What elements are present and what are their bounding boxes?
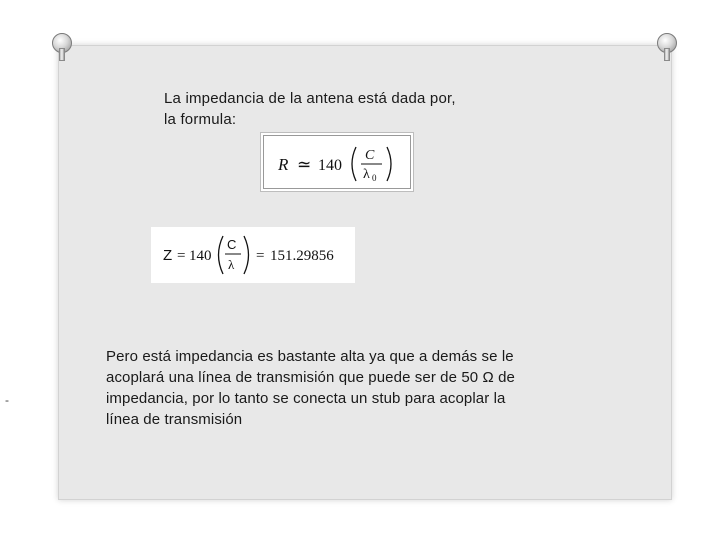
thumbtack-icon-right xyxy=(657,33,677,61)
body-line-3: impedancia, por lo tanto se conecta un stub para acoplar la xyxy=(106,390,506,407)
formula-r-subscript: 0 xyxy=(372,173,377,183)
formula-z-equals: = xyxy=(177,248,186,264)
intro-line-1: La impedancia de la antena está dada por, xyxy=(164,90,456,107)
intro-line-2: la formula: xyxy=(164,111,237,128)
body-line-4: línea de transmisión xyxy=(106,411,243,428)
formula-r-approx: ≃ xyxy=(297,155,312,174)
formula-z-left-paren xyxy=(219,236,224,274)
thumbtack-icon-left xyxy=(52,33,72,61)
formula-z-equals-2: = xyxy=(256,248,265,264)
formula-r-image xyxy=(260,132,414,192)
formula-r-lhs: R xyxy=(278,155,289,174)
formula-z-coef: 140 xyxy=(189,248,212,264)
body-line-1: Pero está impedancia es bastante alta ya que a demás se le xyxy=(106,348,514,365)
body-paragraph xyxy=(106,346,626,430)
intro-text xyxy=(164,88,456,130)
formula-z-right-paren xyxy=(244,236,249,274)
formula-z-denominator: λ xyxy=(228,257,235,272)
formula-r-numerator: C xyxy=(365,148,375,163)
body-line-2: acoplará una línea de transmisión que puede ser de 50 Ω de xyxy=(106,369,515,386)
formula-z-numerator: C xyxy=(227,237,237,252)
formula-z-image xyxy=(151,227,355,283)
formula-r-right-paren xyxy=(387,147,391,181)
formula-r-denominator: λ xyxy=(363,167,370,182)
formula-z-result: 151.29856 xyxy=(270,248,334,264)
stray-mark: - xyxy=(5,393,9,407)
formula-z-lhs: Z xyxy=(163,247,173,264)
formula-r-coef: 140 xyxy=(318,157,342,174)
formula-r-left-paren xyxy=(352,147,356,181)
